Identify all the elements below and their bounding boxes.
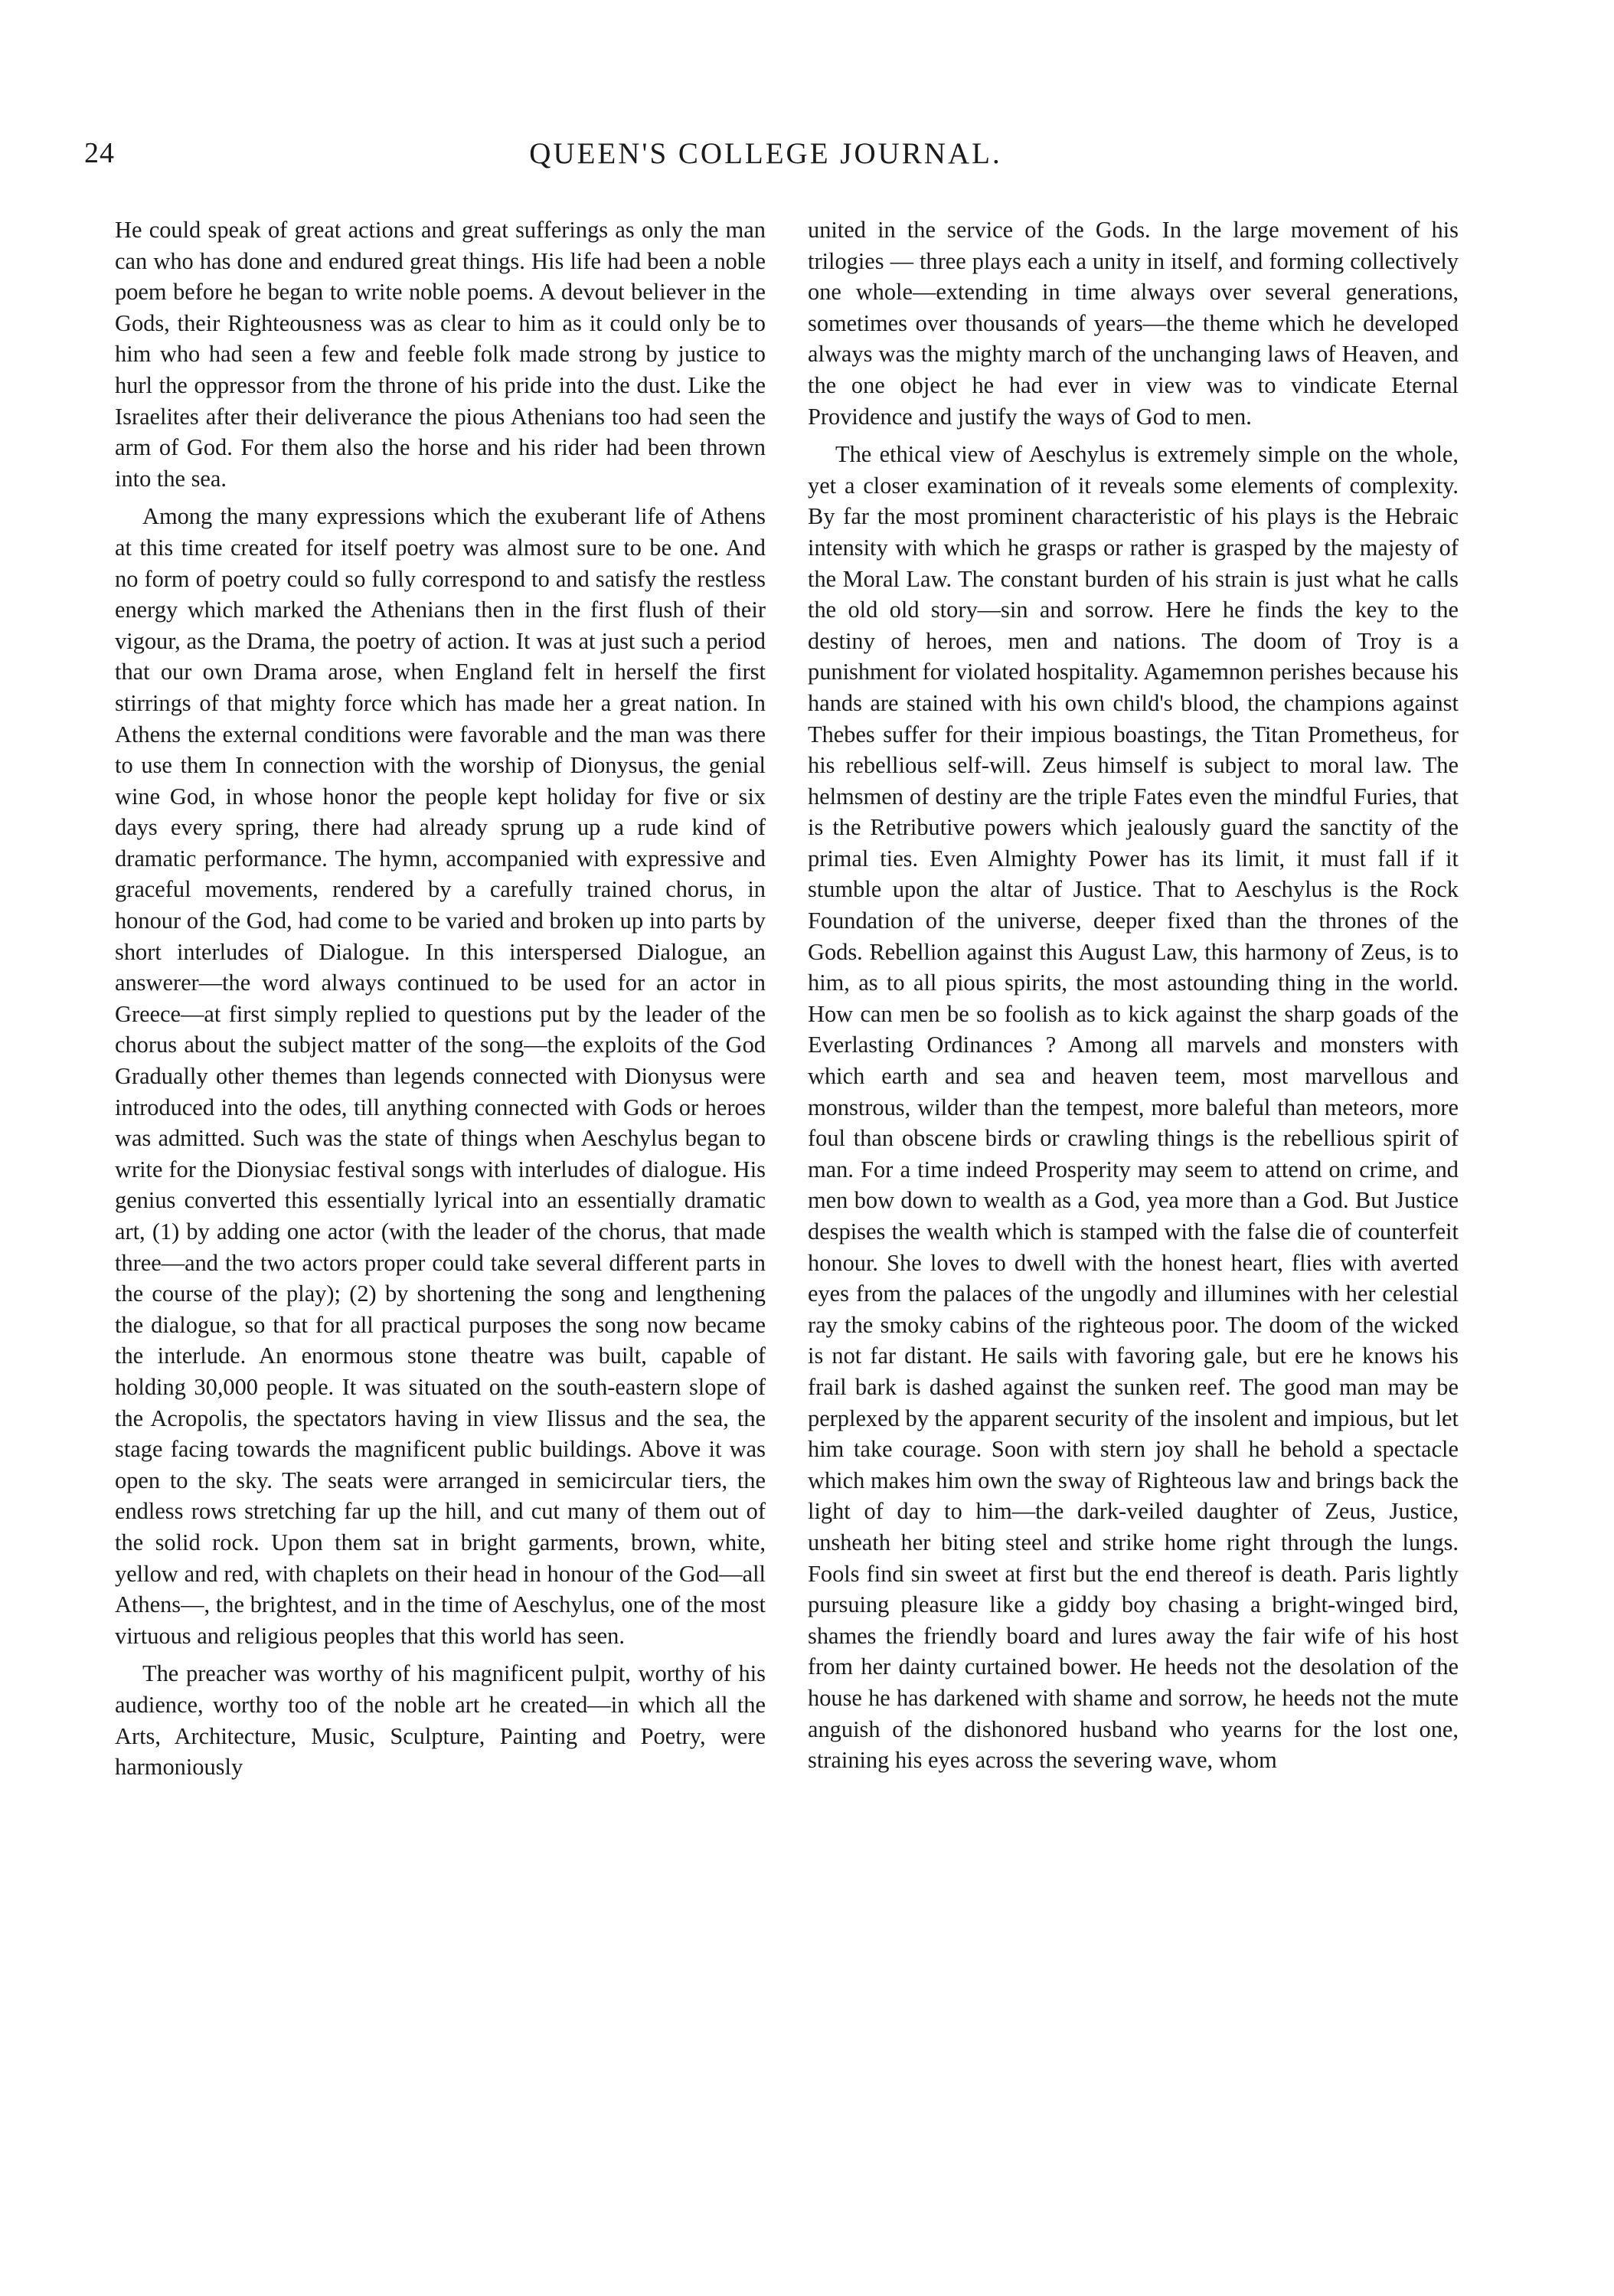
right-column	[808, 214, 1459, 1776]
paragraph: united in the service of the Gods. In the large movement of his trilogies — three plays each a unity in itself, and forming collectively one whole—extending in time always over several generations, sometimes over thousands of years—the theme which he developed always was the mighty march of the unchanging laws of Heaven, and the one object he had ever in view was to vindicate Eternal Providence and justify the ways of God to men.	[808, 217, 1459, 430]
page-number: 24	[84, 137, 115, 169]
page-header	[84, 136, 1447, 182]
paragraph: The ethical view of Aeschylus is extremely simple on the whole, yet a closer examination of it reveals some elements of complexity. By far the most prominent characteristic of his plays is the Hebraic intensity with which he grasps or rather is grasped by the majesty of the Moral Law. The constant burden of his strain is just what he calls the old old story—sin and sorrow. Here he finds the key to the destiny of heroes, men and nations. The doom of Troy is a punishment for violated hospitality. Agamemnon perishes because his hands are stained with his own child's blood, the champions against Thebes suffer for their impious boastings, the Titan Prometheus, for his rebellious self-will. Zeus himself is subject to moral law. The helmsmen of destiny are the triple Fates even the mindful Furies, that is the Retributive powers which jealously guard the sanctity of the primal ties. Even Almighty Power has its limit, it must fall if it stumble upon the altar of Justice. That to Aeschylus is the Rock Foundation of the universe, deeper fixed than the thrones of the Gods. Rebellion against this August Law, this harmony of Zeus, is to him, as to all pious spirits, the most astounding thing in the world. How can men be so foolish as to kick against the sharp goads of the Everlasting Ordinances ? Among all marvels and monsters with which earth and sea and heaven teem, most marvellous and monstrous, wilder than the tempest, more baleful than meteors, more foul than obscene birds or crawling things is the rebellious spirit of man. For a time indeed Prosperity may seem to attend on crime, and men bow down to wealth as a God, yea more than a God. But Justice despises the wealth which is stamped with the false die of counterfeit honour. She loves to dwell with the honest heart, flies with averted eyes from the palaces of the ungodly and illumines with her celestial ray the smoky cabins of the righteous poor. The doom of the wicked is not far distant. He sails with favoring gale, but ere he knows his frail bark is dashed against the sunken reef. The good man may be perplexed by the apparent security of the insolent and impious, but let him take courage. Soon with stern joy shall he behold a spectacle which makes him own the sway of Righteous law and brings back the light of day to him—the dark-veiled daughter of Zeus, Justice, unsheath her biting steel and strike home right through the lungs. Fools find sin sweet at first but the end thereof is death. Paris lightly pursuing pleasure like a giddy boy chasing a bright-winged bird, shames the friendly board and lures away the fair wife of his host from her dainty curtained bower. He heeds not the desolation of the house he has darkened with shame and sorrow, he heeds not the mute anguish of the dishonored husband who yearns for the lost one, straining his eyes across the severing wave, whom	[808, 441, 1459, 1774]
paragraph: The preacher was worthy of his magnificent pulpit, worthy of his audience, worthy too of the noble art he created—in which all the Arts, Architecture, Music, Sculpture, Painting and Poetry, were harmoniously	[115, 1660, 766, 1781]
paragraph: Among the many expressions which the exuberant life of Athens at this time created for itself poetry was almost sure to be one. And no form of poetry could so fully correspond to and satisfy the restless energy which marked the Athenians then in the first flush of their vigour, as the Drama, the poetry of action. It was at just such a period that our own Drama arose, when England felt in herself the first stirrings of that mighty force which has made her a great nation. In Athens the external conditions were favorable and the man was there to use them In connection with the worship of Dionysus, the genial wine God, in whose honor the people kept holiday for five or six days every spring, there had already sprung up a rude kind of dramatic performance. The hymn, accompanied with expressive and graceful movements, rendered by a carefully trained chorus, in honour of the God, had come to be varied and broken up into parts by short interludes of Dialogue. In this interspersed Dialogue, an answerer—the word always continued to be used for an actor in Greece—at first simply replied to questions put by the leader of the chorus about the subject matter of the song—the exploits of the God Gradually other themes than legends connected with Dionysus were introduced into the odes, till anything connected with Gods or heroes was admitted. Such was the state of things when Aeschylus began to write for the Dionysiac festival songs with interludes of dialogue. His genius converted this essentially lyrical into an essentially dramatic art, (1) by adding one actor (with the leader of the chorus, that made three—and the two actors proper could take several different parts in the course of the play); (2) by shortening the song and lengthening the dialogue, so that for all practical purposes the song now became the interlude. An enormous stone theatre was built, capable of holding 30,000 people. It was situated on the south-eastern slope of the Acropolis, the spectators having in view Ilissus and the sea, the stage facing towards the magnificent public buildings. Above it was open to the sky. The seats were arranged in semicircular tiers, the endless rows stretching far up the hill, and cut many of them out of the solid rock. Upon them sat in bright garments, brown, white, yellow and red, with chaplets on their head in honour of the God—all Athens—, the brightest, and in the time of Aeschylus, one of the most virtuous and religious peoples that this world has seen.	[115, 503, 766, 1649]
paragraph: He could speak of great actions and great sufferings as only the man can who has done and endured great things. His life had been a noble poem before he began to write noble poems. A devout believer in the Gods, their Righteousness was as clear to him as it could only be to him who had seen a few and feeble folk made strong by justice to hurl the oppressor from the throne of his pride into the dust. Like the Israelites after their deliverance the pious Athenians too had seen the arm of God. For them also the horse and his rider had been thrown into the sea.	[115, 217, 766, 492]
left-column	[115, 214, 766, 1783]
running-title: QUEEN'S COLLEGE JOURNAL.	[529, 137, 1002, 170]
